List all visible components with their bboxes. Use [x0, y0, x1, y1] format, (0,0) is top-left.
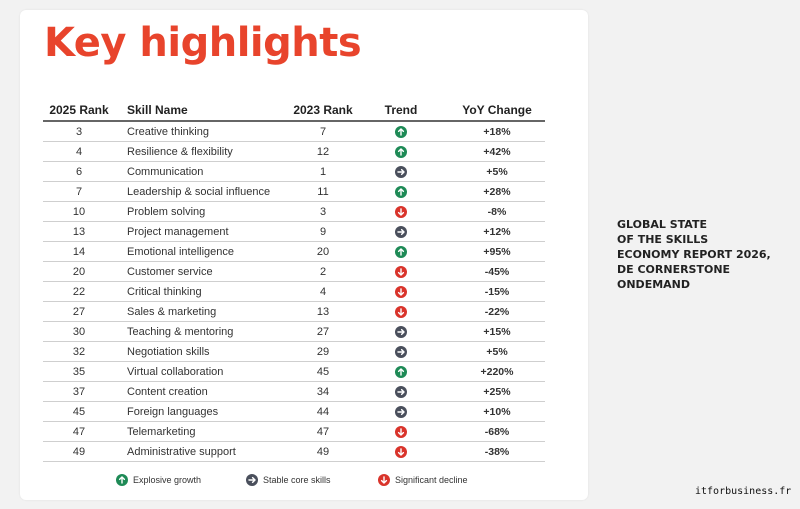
- cell-trend: [353, 282, 449, 302]
- cell-trend: [353, 442, 449, 462]
- arrow-right-icon: [395, 386, 407, 398]
- cell-2025-rank: 4: [43, 142, 115, 162]
- cell-2023-rank: 45: [293, 362, 353, 382]
- table-row: [43, 282, 545, 302]
- cell-2023-rank: 9: [293, 222, 353, 242]
- cell-skill-name: Communication: [115, 162, 293, 182]
- arrow-down-icon: [378, 474, 390, 486]
- table-row: [43, 142, 545, 162]
- table-row: [43, 362, 545, 382]
- cell-skill-name: Customer service: [115, 262, 293, 282]
- arrow-up-icon: [395, 146, 407, 158]
- cell-skill-name: Administrative support: [115, 442, 293, 462]
- cell-trend: [353, 142, 449, 162]
- cell-2023-rank: 7: [293, 121, 353, 142]
- table-row: [43, 222, 545, 242]
- legend-label: Explosive growth: [133, 475, 202, 485]
- cell-2025-rank: 35: [43, 362, 115, 382]
- arrow-right-icon: [395, 226, 407, 238]
- cell-2023-rank: 11: [293, 182, 353, 202]
- cell-skill-name: Foreign languages: [115, 402, 293, 422]
- cell-trend: [353, 121, 449, 142]
- table-row: [43, 202, 545, 222]
- cell-2023-rank: 49: [293, 442, 353, 462]
- cell-skill-name: Virtual collaboration: [115, 362, 293, 382]
- caption-line: ONDEMAND: [617, 278, 690, 291]
- arrow-up-icon: [116, 474, 128, 486]
- legend-item-stable-core: [246, 474, 331, 486]
- cell-yoy-change: +25%: [449, 382, 545, 402]
- legend-label: Stable core skills: [263, 475, 331, 485]
- cell-yoy-change: +220%: [449, 362, 545, 382]
- cell-yoy-change: +15%: [449, 322, 545, 342]
- table-header-row: [43, 100, 545, 121]
- arrow-down-icon: [395, 206, 407, 218]
- header-skill-name: Skill Name: [115, 100, 293, 121]
- cell-skill-name: Problem solving: [115, 202, 293, 222]
- arrow-right-icon: [395, 406, 407, 418]
- cell-yoy-change: +28%: [449, 182, 545, 202]
- header-trend: Trend: [353, 100, 449, 121]
- cell-2025-rank: 13: [43, 222, 115, 242]
- arrow-up-icon: [395, 366, 407, 378]
- report-caption: [617, 217, 792, 292]
- arrow-right-icon: [395, 326, 407, 338]
- cell-yoy-change: -38%: [449, 442, 545, 462]
- page-title: Key highlights: [44, 20, 362, 66]
- cell-skill-name: Content creation: [115, 382, 293, 402]
- table-row: [43, 322, 545, 342]
- cell-yoy-change: -15%: [449, 282, 545, 302]
- table-row: [43, 442, 545, 462]
- table-row: [43, 302, 545, 322]
- skills-table: [43, 100, 545, 462]
- cell-yoy-change: +18%: [449, 121, 545, 142]
- arrow-right-icon: [246, 474, 258, 486]
- cell-trend: [353, 402, 449, 422]
- cell-skill-name: Teaching & mentoring: [115, 322, 293, 342]
- cell-2023-rank: 44: [293, 402, 353, 422]
- watermark: itforbusiness.fr: [695, 486, 792, 497]
- cell-2025-rank: 7: [43, 182, 115, 202]
- cell-2023-rank: 13: [293, 302, 353, 322]
- table-row: [43, 382, 545, 402]
- arrow-right-icon: [395, 346, 407, 358]
- cell-trend: [353, 162, 449, 182]
- cell-trend: [353, 342, 449, 362]
- cell-2023-rank: 4: [293, 282, 353, 302]
- arrow-down-icon: [395, 286, 407, 298]
- cell-yoy-change: -22%: [449, 302, 545, 322]
- cell-yoy-change: +12%: [449, 222, 545, 242]
- table-row: [43, 182, 545, 202]
- legend-item-explosive-growth: [116, 474, 201, 486]
- cell-skill-name: Emotional intelligence: [115, 242, 293, 262]
- cell-2025-rank: 47: [43, 422, 115, 442]
- cell-trend: [353, 322, 449, 342]
- cell-trend: [353, 302, 449, 322]
- cell-trend: [353, 422, 449, 442]
- cell-skill-name: Telemarketing: [115, 422, 293, 442]
- cell-2023-rank: 1: [293, 162, 353, 182]
- table-row: [43, 262, 545, 282]
- legend-label: Significant decline: [395, 475, 468, 485]
- header-2025-rank: 2025 Rank: [43, 100, 115, 121]
- cell-2025-rank: 20: [43, 262, 115, 282]
- arrow-down-icon: [395, 306, 407, 318]
- arrow-down-icon: [395, 426, 407, 438]
- cell-2025-rank: 3: [43, 121, 115, 142]
- table-body: [43, 121, 545, 462]
- cell-2023-rank: 20: [293, 242, 353, 262]
- arrow-down-icon: [395, 446, 407, 458]
- cell-yoy-change: +5%: [449, 342, 545, 362]
- cell-2023-rank: 27: [293, 322, 353, 342]
- cell-skill-name: Negotiation skills: [115, 342, 293, 362]
- arrow-up-icon: [395, 126, 407, 138]
- cell-2025-rank: 45: [43, 402, 115, 422]
- cell-2025-rank: 32: [43, 342, 115, 362]
- cell-trend: [353, 362, 449, 382]
- table-row: [43, 242, 545, 262]
- cell-2025-rank: 14: [43, 242, 115, 262]
- header-yoy-change: YoY Change: [449, 100, 545, 121]
- table-row: [43, 422, 545, 442]
- caption-line: ECONOMY REPORT 2026,: [617, 248, 771, 261]
- cell-2025-rank: 49: [43, 442, 115, 462]
- cell-yoy-change: +42%: [449, 142, 545, 162]
- cell-2025-rank: 10: [43, 202, 115, 222]
- cell-trend: [353, 222, 449, 242]
- cell-trend: [353, 382, 449, 402]
- cell-2023-rank: 29: [293, 342, 353, 362]
- table-row: [43, 342, 545, 362]
- cell-skill-name: Creative thinking: [115, 121, 293, 142]
- cell-trend: [353, 242, 449, 262]
- header-2023-rank: 2023 Rank: [293, 100, 353, 121]
- cell-2025-rank: 30: [43, 322, 115, 342]
- arrow-down-icon: [395, 266, 407, 278]
- cell-2023-rank: 3: [293, 202, 353, 222]
- cell-2025-rank: 6: [43, 162, 115, 182]
- cell-2023-rank: 2: [293, 262, 353, 282]
- cell-trend: [353, 202, 449, 222]
- arrow-up-icon: [395, 186, 407, 198]
- table-row: [43, 402, 545, 422]
- caption-line: OF THE SKILLS: [617, 233, 709, 246]
- cell-2025-rank: 22: [43, 282, 115, 302]
- cell-2025-rank: 37: [43, 382, 115, 402]
- cell-2023-rank: 12: [293, 142, 353, 162]
- table-row: [43, 121, 545, 142]
- cell-skill-name: Leadership & social influence: [115, 182, 293, 202]
- cell-skill-name: Project management: [115, 222, 293, 242]
- cell-2023-rank: 47: [293, 422, 353, 442]
- cell-trend: [353, 182, 449, 202]
- table-row: [43, 162, 545, 182]
- caption-line: DE CORNERSTONE: [617, 263, 731, 276]
- cell-skill-name: Critical thinking: [115, 282, 293, 302]
- cell-skill-name: Sales & marketing: [115, 302, 293, 322]
- cell-skill-name: Resilience & flexibility: [115, 142, 293, 162]
- arrow-up-icon: [395, 246, 407, 258]
- cell-yoy-change: -8%: [449, 202, 545, 222]
- cell-yoy-change: +10%: [449, 402, 545, 422]
- cell-2023-rank: 34: [293, 382, 353, 402]
- cell-yoy-change: -45%: [449, 262, 545, 282]
- arrow-right-icon: [395, 166, 407, 178]
- legend: [116, 474, 536, 490]
- cell-yoy-change: -68%: [449, 422, 545, 442]
- caption-line: GLOBAL STATE: [617, 218, 707, 231]
- cell-yoy-change: +5%: [449, 162, 545, 182]
- cell-trend: [353, 262, 449, 282]
- cell-2025-rank: 27: [43, 302, 115, 322]
- cell-yoy-change: +95%: [449, 242, 545, 262]
- legend-item-significant-decline: [378, 474, 468, 486]
